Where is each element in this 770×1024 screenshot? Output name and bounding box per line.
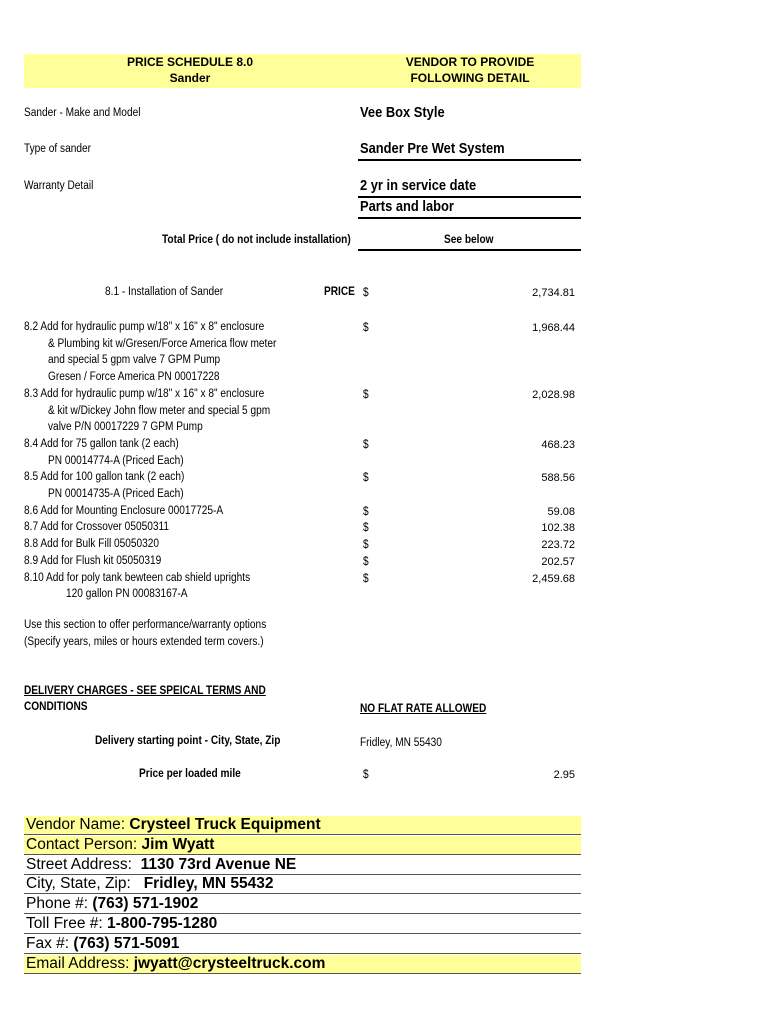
option-amount: 223.72 — [541, 539, 575, 552]
vendor-field-value: 1130 73rd Avenue NE — [140, 855, 297, 873]
vendor-row-text — [26, 895, 198, 913]
option-currency: $ — [363, 388, 369, 401]
option-description-cont: PN 00014774-A (Priced Each) — [48, 454, 184, 467]
option-amount: 1,968.44 — [532, 322, 575, 334]
option-description-cont: & kit w/Dickey John flow meter and special 5 gpm — [48, 404, 271, 417]
option-description: 8.4 Add for 75 gallon tank (2 each) — [24, 437, 179, 450]
vendor-row-text — [26, 816, 321, 834]
option-description: 8.2 Add for hydraulic pump w/18" x 16" x 8" enclosure — [24, 321, 265, 333]
option-amount: 59.08 — [547, 505, 575, 518]
option-currency: $ — [363, 522, 369, 535]
vendor-row — [24, 875, 581, 894]
vendor-row — [24, 935, 581, 954]
option-description-cont: valve P/N 00017229 7 GPM Pump — [48, 421, 203, 434]
vendor-field-label: Email Address: — [26, 954, 134, 972]
vendor-row-text — [26, 935, 179, 953]
install-label: 8.1 - Installation of Sander — [105, 286, 224, 298]
detail-label-type: Type of sander — [24, 143, 91, 155]
vendor-field-label: Vendor Name: — [26, 816, 130, 833]
schedule-title: PRICE SCHEDULE 8.0 Sander — [126, 55, 254, 85]
install-amount: 2,734.81 — [532, 287, 575, 299]
option-description: 8.5 Add for 100 gallon tank (2 each) — [24, 471, 185, 484]
warranty-note-line-2: (Specify years, miles or hours extended term covers.) — [24, 636, 264, 648]
option-description-cont: & Plumbing kit w/Gresen/Force America flow meter — [48, 337, 277, 350]
price-column-label: PRICE — [324, 286, 355, 298]
option-currency: $ — [363, 539, 369, 552]
option-description-cont: and special 5 gpm valve 7 GPM Pump — [48, 354, 221, 367]
vendor-field-value: Fridley, MN 55432 — [143, 875, 274, 893]
option-amount: 2,459.68 — [532, 572, 575, 585]
vendor-field-label: Contact Person: — [26, 835, 142, 853]
vendor-field-value: 1-800-795-1280 — [106, 915, 218, 932]
option-description: 8.10 Add for poly tank bewteen cab shield uprights — [24, 571, 251, 584]
vendor-row — [24, 856, 581, 875]
vendor-row-text — [26, 836, 214, 854]
install-currency: $ — [363, 287, 369, 299]
vendor-row-text — [26, 856, 296, 874]
option-amount: 102.38 — [541, 522, 575, 535]
option-currency: $ — [363, 438, 369, 451]
detail-label-make-model: Sander - Make and Model — [24, 107, 141, 119]
option-description-cont: PN 00014735-A (Priced Each) — [48, 488, 184, 500]
vendor-row — [24, 816, 581, 835]
warranty-underline-2 — [358, 217, 581, 219]
vendor-field-label: Phone #: — [26, 895, 93, 913]
no-flat-rate: NO FLAT RATE ALLOWED — [360, 703, 487, 715]
option-description: 8.8 Add for Bulk Fill 05050320 — [24, 538, 160, 551]
option-amount: 2,028.98 — [532, 388, 575, 401]
option-description: 8.9 Add for Flush kit 05050319 — [24, 554, 162, 567]
vendor-field-label: Fax #: — [26, 934, 74, 952]
vendor-field-value: (763) 571-5091 — [73, 934, 180, 952]
price-per-mile-label: Price per loaded mile — [139, 768, 241, 780]
vendor-field-value: Jim Wyatt — [141, 835, 215, 853]
vendor-field-value: (763) 571-1902 — [92, 895, 199, 913]
delivery-start-label: Delivery starting point - City, State, Zip — [95, 735, 281, 747]
detail-label-warranty: Warranty Detail — [24, 180, 94, 192]
detail-value-type: Sander Pre Wet System — [360, 140, 505, 157]
vendor-provide-heading: VENDOR TO PROVIDE FOLLOWING DETAIL — [405, 55, 535, 85]
vendor-row — [24, 836, 581, 855]
type-underline — [358, 159, 581, 161]
vendor-field-label: City, State, Zip: — [26, 875, 144, 893]
vendor-field-label: Street Address: — [26, 855, 141, 873]
option-currency: $ — [363, 322, 369, 334]
option-amount: 588.56 — [541, 472, 575, 485]
option-currency: $ — [363, 572, 369, 585]
vendor-row-text — [26, 955, 325, 973]
vendor-row — [24, 915, 581, 934]
delivery-heading-line-2: CONDITIONS — [24, 701, 88, 713]
vendor-field-value: jwyatt@crysteeltruck.com — [133, 954, 326, 972]
detail-value-warranty-2: Parts and labor — [360, 198, 454, 215]
option-currency: $ — [363, 555, 369, 568]
delivery-heading-line-1: DELIVERY CHARGES - SEE SPEICAL TERMS AND — [24, 685, 266, 697]
option-description: 8.3 Add for hydraulic pump w/18" x 16" x 8" enclosure — [24, 387, 265, 400]
vendor-field-value: Crysteel Truck Equipment — [129, 816, 321, 833]
option-description-cont: Gresen / Force America PN 00017228 — [48, 371, 220, 384]
vendor-row-text — [26, 915, 217, 933]
total-price-label: Total Price ( do not include installation) — [162, 234, 351, 246]
delivery-start-value: Fridley, MN 55430 — [360, 737, 442, 749]
vendor-row-text — [26, 875, 274, 893]
price-per-mile-currency: $ — [363, 769, 369, 781]
option-description: 8.6 Add for Mounting Enclosure 00017725-A — [24, 504, 224, 517]
option-description-cont: 120 gallon PN 00083167-A — [66, 588, 188, 601]
vendor-row — [24, 955, 581, 974]
option-amount: 468.23 — [541, 438, 575, 451]
option-currency: $ — [363, 505, 369, 518]
price-per-mile-amount: 2.95 — [553, 769, 575, 781]
total-price-value: See below — [444, 234, 494, 246]
warranty-note-line-1: Use this section to offer performance/warranty options — [24, 619, 267, 631]
total-underline — [358, 249, 581, 251]
vendor-row — [24, 895, 581, 914]
vendor-field-label: Toll Free #: — [26, 915, 107, 932]
detail-value-warranty: 2 yr in service date — [360, 177, 477, 194]
option-amount: 202.57 — [541, 555, 575, 568]
option-currency: $ — [363, 472, 369, 485]
option-description: 8.7 Add for Crossover 05050311 — [24, 521, 169, 534]
detail-value-make-model: Vee Box Style — [360, 104, 445, 121]
